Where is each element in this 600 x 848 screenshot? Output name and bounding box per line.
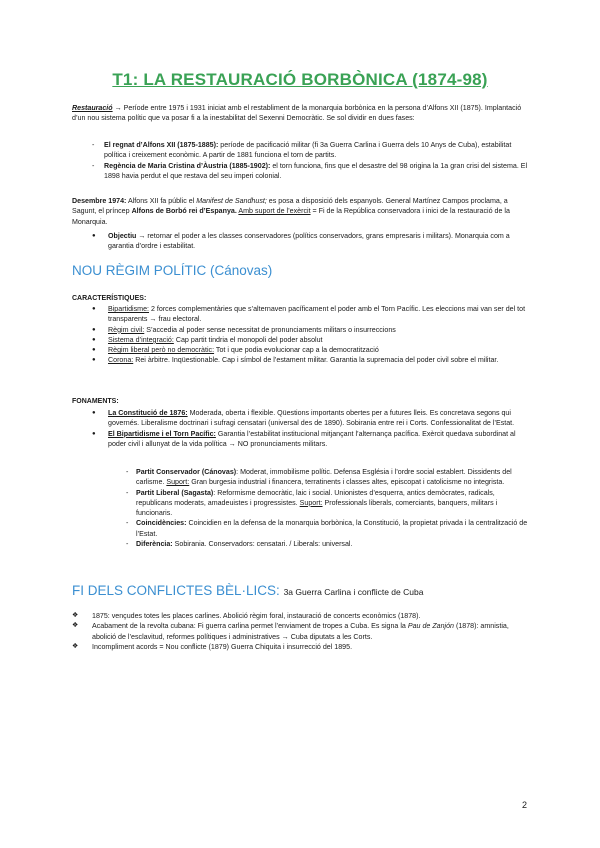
caracteristiques-heading: CARACTERÍSTIQUES:: [72, 295, 147, 302]
section-heading-fi-conflictes: [72, 583, 423, 598]
list-item: [72, 140, 530, 161]
dec1874-paragraph: [72, 196, 530, 227]
list-item: [72, 408, 530, 429]
partits-list: [72, 467, 530, 549]
objectiu-list: [72, 231, 530, 252]
list-item: [72, 325, 530, 335]
item-text: S’accedia al poder sense necessitat de pronunciaments militars o insurreccions: [144, 325, 396, 334]
intro-paragraph: [72, 103, 530, 124]
caracteristiques-list: [72, 304, 530, 366]
item-text: 1875: vençudes totes les places carlines. Abolició règim foral, instauració de concerts econòmics (1878).: [92, 612, 421, 620]
phase-text: període de pacificació militar (fi 3a Guerra Carlina i Guerra dels 10 Anys de Cuba), estabilitat política i creixement econòmic. A partir de 1881 funciona el torn de partits.: [104, 141, 512, 160]
item-text: Acabament de la revolta cubana: Fi guerra carlina permet l’enviament de tropes a Cuba. Es signa la: [92, 622, 408, 631]
item-label: Règim liberal però no democràtic:: [108, 346, 215, 355]
item-text: Sobirania. Conservadors: censatari. / Liberals: universal.: [172, 540, 353, 549]
suport-label: Amb suport de l’exèrcit: [238, 207, 311, 216]
list-item: [72, 304, 530, 325]
section-subtitle: 3a Guerra Carlina i conflicte de Cuba: [283, 587, 424, 597]
conflictes-list: [72, 611, 530, 652]
item-label: Corona:: [108, 356, 134, 365]
list-item: [72, 488, 530, 519]
phase-text: el torn funciona, fins que el desastre del 98 origina la 1a gran crisi del sistema. El 1898 havia perdut el que restava del seu imperi colonial.: [104, 161, 528, 180]
alfons-label: Alfons de Borbó rei d’Espanya.: [131, 207, 237, 216]
list-item: [72, 161, 530, 182]
text-run: es posa a disposició dels espanyols. General Martínez Campos proclama, a Sagunt, el príncep: [72, 197, 508, 216]
page-number: 2: [522, 800, 528, 810]
item-text: Garantia l’estabilitat institucional mitjançant l’alternança pacífica. Exèrcit quedava subordinat al poder civil i allunyat de la vida política → NO pronunciaments militars.: [108, 429, 516, 448]
list-item: [72, 467, 530, 488]
date-label: Desembre 1974:: [72, 197, 127, 205]
page-title: T1: LA RESTAURACIÓ BORBÒNICA (1874-98): [112, 70, 488, 89]
text-run: Alfons XII fa públic el: [126, 197, 197, 205]
item-label: Bipartidisme:: [108, 305, 150, 313]
objectiu-label: Objectiu: [108, 232, 137, 240]
item-text: Rei àrbitre. Inqüestionable. Cap i símbol de l’estament militar. Garantia la supremacia del poder civil sobre el militar.: [133, 356, 499, 365]
item-text: : Moderat, immobilisme polític. Defensa Església i l’ordre social establert. Dissidents del carlisme.: [136, 468, 512, 487]
section-title: FI DELS CONFLICTES BÈL·LICS:: [72, 583, 280, 598]
fonaments-heading: FONAMENTS:: [72, 398, 119, 405]
pau-zanjon: Pau de Zanjón: [407, 622, 455, 631]
list-item: [72, 335, 530, 345]
list-item: [72, 355, 530, 365]
intro-term: Restauració: [72, 104, 113, 112]
list-item: [72, 429, 530, 450]
phase-label: El regnat d’Alfons XII (1875-1885):: [104, 141, 219, 149]
suport-label: Suport:: [299, 498, 323, 507]
suport-text: Professionals liberals, comerciants, banquers, militars i funcionaris.: [136, 498, 498, 518]
item-text: Incompliment acords = Nou conflicte (1879) Guerra Chiquita i insurrecció del 1895.: [92, 642, 353, 651]
item-text: 2 forces complementàries que s’alternaven pacíficament el poder amb el Torn Pacífic. Les eleccions mai van ser del tot transparents → frau electoral.: [108, 305, 526, 324]
list-item: [72, 231, 530, 252]
item-label: Règim civil:: [108, 325, 145, 334]
fonaments-list: [72, 408, 530, 449]
list-item: [72, 621, 530, 642]
text-run: = Fi de la República conservadora i inici de la restauració de la Monarquia.: [72, 207, 510, 226]
item-text: : Reformisme democràtic, laic i social. Unionistes d’esquerra, antics demòcrates, radicals, republicans moderats, amadeuistes i progressistes.: [136, 488, 495, 507]
list-item: [72, 539, 530, 549]
suport-text: Gran burgesia industrial i financera, terratinents i classes altes, episcopat i catolicisme no integrista.: [189, 478, 505, 487]
item-label: Partit Liberal (Sagasta): [136, 488, 214, 497]
objectiu-text: → retornar el poder a les classes conservadores (polítics conservadors, grans empresaris i militars). Monarquia com a garantia d’ordre i estabilitat.: [108, 232, 510, 251]
item-text: (1878): amnistia, abolició de l’esclavitud, reformes polítiques i administratives → Cuba diputats a les Corts.: [92, 622, 509, 641]
phases-list: [72, 140, 530, 181]
manifest-title: Manifest de Sandhust;: [196, 197, 267, 205]
item-label: Diferència:: [136, 540, 173, 549]
phase-label: Regència de Maria Cristina d’Àustria (1885-1902):: [104, 161, 271, 170]
item-label: Sistema d’integració:: [108, 335, 174, 344]
list-item: [72, 642, 530, 652]
list-item: [72, 345, 530, 355]
item-label: El Bipartidisme i el Torn Pacífic:: [108, 429, 216, 438]
item-text: Cap partit tindria el monopoli del poder absolut: [173, 335, 323, 344]
item-text: Tot i que podia evolucionar cap a la democratització: [214, 346, 379, 355]
list-item: [72, 611, 530, 621]
item-text: Moderada, oberta i flexible. Qüestions importants obertes per a futures lleis. Es concretava segons qui governés. Liberalisme doctrinari i sufragi censatari (universal des de 1890). Sobirania entre rei i Corts. Confessionalitat de l’Estat.: [108, 409, 515, 428]
suport-label: Suport:: [166, 478, 190, 487]
section-heading-nou-regim: NOU RÈGIM POLÍTIC (Cánovas): [72, 263, 273, 278]
item-text: Coincidien en la defensa de la monarquia borbònica, la Constitució, la propietat privada i la centralització de l’Estat.: [136, 519, 528, 538]
list-item: [72, 518, 530, 539]
item-label: La Constitució de 1876:: [108, 409, 188, 417]
item-label: Partit Conservador (Cánovas): [136, 468, 237, 476]
item-label: Coincidències:: [136, 519, 187, 528]
intro-text: → Període entre 1975 i 1931 iniciat amb el restabliment de la monarquia borbònica en la persona d’Alfons XII (1875). Implantació d’un nou sistema polític que va posar fi a la inestabilitat del Sexenni Democràtic. Se sol dividir en dues fases:: [72, 104, 522, 123]
